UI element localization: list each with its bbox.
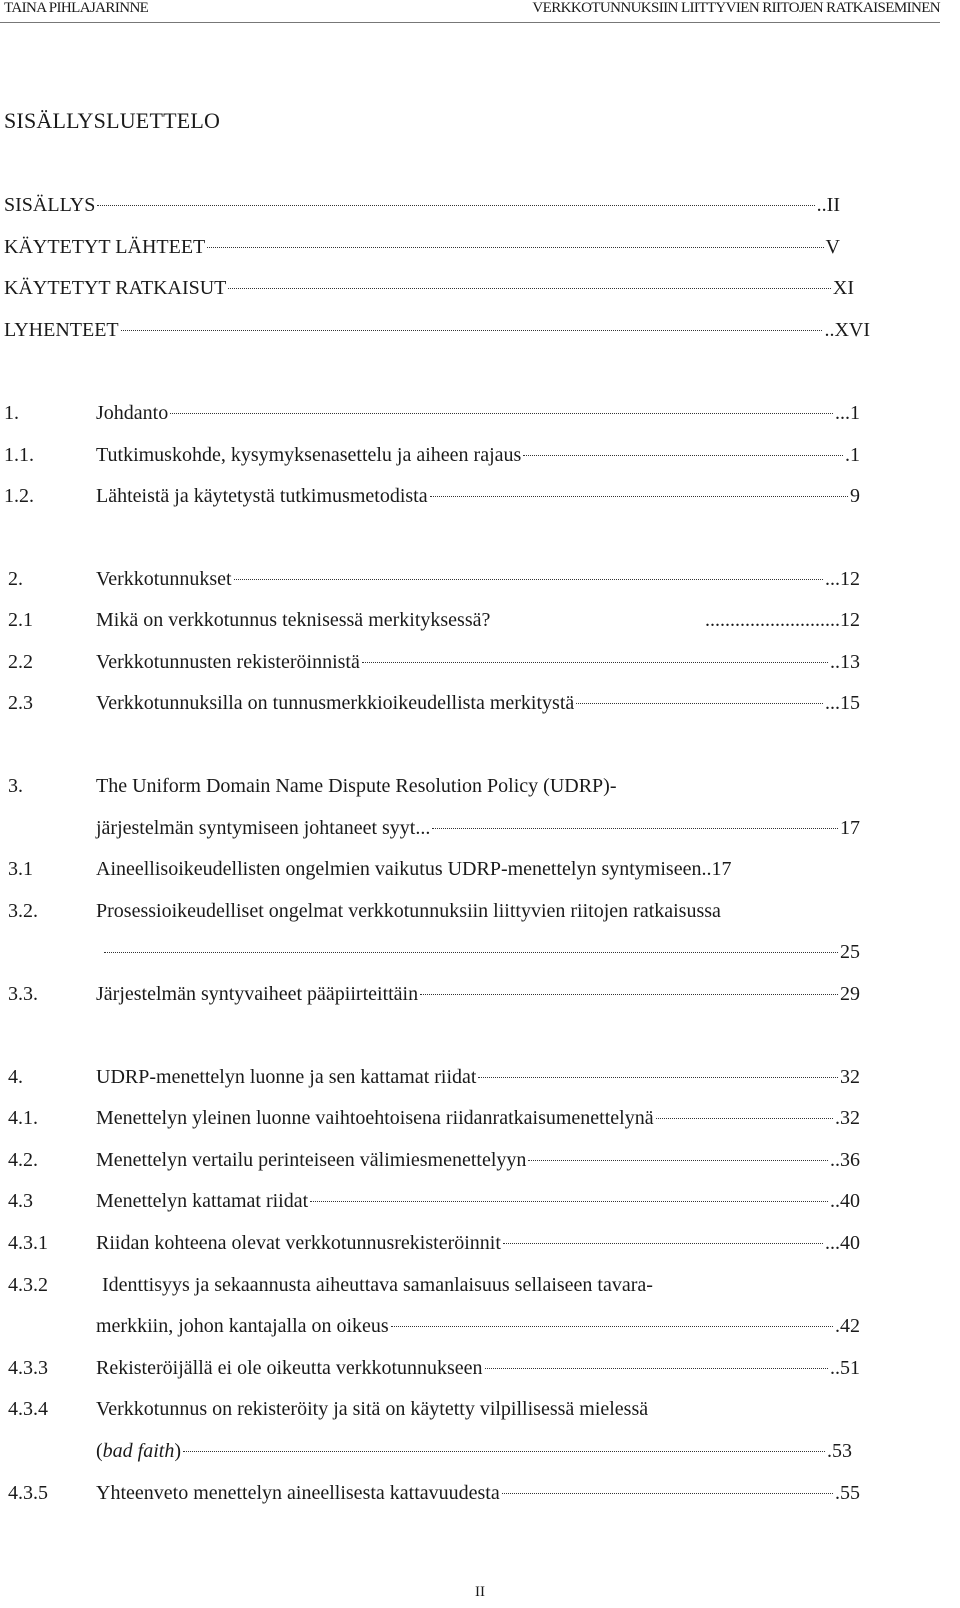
toc-entry-3-2-line2[interactable] (104, 940, 860, 964)
dot-leader (121, 330, 823, 331)
toc-entry-page: ..40 (830, 1190, 860, 1212)
toc-entry-title: The Uniform Domain Name Dispute Resolution Policy (UDRP)- (96, 775, 617, 797)
toc-entry-title-italic: bad faith (102, 1440, 175, 1462)
toc-entry-page: ..II (816, 194, 840, 216)
toc-entry-3-line2[interactable] (96, 816, 860, 840)
toc-entry-title: Aineellisoikeudellisten ongelmien vaikutus UDRP-menettelyn syntymiseen.. (96, 858, 712, 880)
toc-entry-title: Järjestelmän syntyvaiheet pääpiirteittäin (96, 983, 419, 1005)
dot-leader (207, 247, 823, 248)
toc-entry-kaytetyt-ratkaisut[interactable] (4, 276, 854, 300)
toc-entry-title: LYHENTEET (4, 319, 119, 341)
toc-entry-4-3[interactable] (8, 1189, 860, 1213)
toc-entry-page: XI (832, 277, 854, 299)
toc-entry-4-3-1[interactable] (8, 1231, 860, 1255)
toc-entry-number: 1.2. (4, 485, 34, 507)
dot-leader (656, 1118, 833, 1119)
toc-entry-title: Verkkotunnuksilla on tunnusmerkkioikeudellista merkitystä (96, 692, 575, 714)
toc-entry-title: Verkkotunnukset (96, 568, 232, 590)
dot-leader (391, 1326, 833, 1327)
toc-entry-4-3-2-line1[interactable] (8, 1273, 860, 1297)
toc-entry-3-3[interactable] (8, 982, 860, 1006)
toc-entry-title: Prosessioikeudelliset ongelmat verkkotunnuksiin liittyvien riitojen ratkaisussa (96, 900, 721, 922)
dot-leader (234, 579, 823, 580)
toc-entry-kaytetyt-lahteet[interactable] (4, 235, 840, 259)
toc-entry-page: ...........................12 (705, 609, 860, 631)
toc-entry-title: Menettelyn yleinen luonne vaihtoehtoisena riidanratkaisumenettelynä (96, 1107, 654, 1129)
toc-entry-page: .1 (845, 444, 860, 466)
toc-entry-4-3-2-line2[interactable] (96, 1314, 860, 1338)
toc-entry-number: 3.3. (8, 983, 38, 1005)
dot-leader (523, 455, 843, 456)
dot-leader (503, 1243, 823, 1244)
toc-entry-number: 4.3.5 (8, 1482, 48, 1504)
toc-entry-page: 25 (840, 941, 860, 963)
toc-entry-title: Verkkotunnusten rekisteröinnistä (96, 651, 360, 673)
toc-entry-page: .53 (827, 1440, 852, 1462)
toc-entry-title: Identtisyys ja sekaannusta aiheuttava samanlaisuus sellaiseen tavara- (102, 1274, 653, 1296)
toc-entry-4-2[interactable] (8, 1148, 860, 1172)
toc-entry-number: 4.2. (8, 1149, 38, 1171)
dot-leader (432, 828, 838, 829)
toc-entry-1[interactable] (4, 401, 860, 425)
toc-entry-3-line1[interactable] (8, 774, 860, 798)
toc-entry-page: .32 (835, 1107, 860, 1129)
toc-entry-2-1[interactable] (8, 608, 860, 632)
toc-entry-1-1[interactable] (4, 443, 860, 467)
dot-leader (420, 994, 838, 995)
toc-entry-number: 4.1. (8, 1107, 38, 1129)
toc-entry-page: ...12 (825, 568, 860, 590)
toc-entry-4[interactable] (8, 1065, 860, 1089)
toc-entry-title: Verkkotunnus on rekisteröity ja sitä on käytetty vilpillisessä mielessä (96, 1398, 649, 1420)
toc-heading: SISÄLLYSLUETTELO (4, 108, 221, 133)
toc-entry-number: 2.3 (8, 692, 33, 714)
toc-entry-title: Johdanto (96, 402, 169, 424)
toc-entry-page: ..XVI (824, 319, 870, 341)
toc-entry-number: 2.2 (8, 651, 33, 673)
toc-entry-4-3-4-line2[interactable] (96, 1439, 852, 1463)
toc-entry-1-2[interactable] (4, 484, 860, 508)
dot-leader (170, 413, 833, 414)
toc-entry-title: Riidan kohteena olevat verkkotunnusrekisteröinnit (96, 1232, 501, 1254)
dot-leader (362, 662, 828, 663)
dot-leader (97, 205, 814, 206)
toc-entry-page: .55 (835, 1482, 860, 1504)
toc-entry-page: ..13 (830, 651, 860, 673)
toc-entry-number: 4.3.3 (8, 1357, 48, 1379)
toc-entry-number: 4.3.1 (8, 1232, 48, 1254)
toc-entry-page: ..36 (830, 1149, 860, 1171)
toc-entry-page: 9 (850, 485, 860, 507)
dot-leader (528, 1160, 828, 1161)
paren-open: ( (96, 1440, 103, 1462)
dot-leader (310, 1201, 828, 1202)
toc-entry-sisallys[interactable] (4, 193, 840, 217)
toc-entry-page: ..51 (830, 1357, 860, 1379)
dot-leader (502, 1493, 833, 1494)
toc-entry-title: KÄYTETYT LÄHTEET (4, 236, 206, 258)
toc-entry-title: Yhteenveto menettelyn aineellisesta kattavuudesta (96, 1482, 500, 1504)
toc-entry-4-3-5[interactable] (8, 1481, 860, 1505)
toc-entry-page: .42 (835, 1315, 860, 1337)
toc-entry-title: KÄYTETYT RATKAISUT (4, 277, 227, 299)
toc-entry-number: 1. (4, 402, 19, 424)
toc-entry-title: Tutkimuskohde, kysymyksenasettelu ja aiheen rajaus (96, 444, 522, 466)
toc-entry-title: Lähteistä ja käytetystä tutkimusmetodista (96, 485, 428, 507)
toc-entry-title: Rekisteröijällä ei ole oikeutta verkkotunnukseen (96, 1357, 483, 1379)
dot-leader (430, 496, 848, 497)
toc-entry-title: Menettelyn vertailu perinteiseen välimiesmenettelyyn (96, 1149, 527, 1171)
toc-entry-title-continued: järjestelmän syntymiseen johtaneet syyt... (96, 817, 431, 839)
toc-entry-title-continued: merkkiin, johon kantajalla on oikeus (96, 1315, 389, 1337)
toc-entry-lyhenteet[interactable] (4, 318, 870, 342)
toc-entry-number: 4.3.4 (8, 1398, 48, 1420)
toc-entry-page: 17 (711, 858, 732, 880)
toc-entry-number: 2. (8, 568, 23, 590)
toc-entry-4-1[interactable] (8, 1106, 860, 1130)
toc-entry-page: ...15 (825, 692, 860, 714)
toc-entry-title: Mikä on verkkotunnus teknisessä merkityksessä? (96, 609, 491, 631)
toc-entry-number: 4.3 (8, 1190, 33, 1212)
dot-leader (104, 952, 838, 953)
toc-entry-page: ...40 (825, 1232, 860, 1254)
dot-leader (183, 1451, 825, 1452)
toc-entry-title: UDRP-menettelyn luonne ja sen kattamat riidat (96, 1066, 477, 1088)
toc-entry-page: 32 (840, 1066, 860, 1088)
toc-entry-number: 4.3.2 (8, 1274, 48, 1296)
toc-entry-number: 3. (8, 775, 23, 797)
toc-entry-page: 29 (840, 983, 860, 1005)
toc-entry-title: SISÄLLYS (4, 194, 96, 216)
toc-entry-page: ...1 (835, 402, 860, 424)
header-title: VERKKOTUNNUKSIIN LIITTYVIEN RIITOJEN RATKAISEMINEN (532, 0, 940, 16)
toc-entry-number: 4. (8, 1066, 23, 1088)
toc-entry-2-3[interactable] (8, 691, 860, 715)
header-author: TAINA PIHLAJARINNE (4, 0, 149, 16)
paren-close: ) (174, 1440, 182, 1462)
toc-entry-number: 2.1 (8, 609, 33, 631)
dot-leader (485, 1368, 828, 1369)
page-number: II (475, 1584, 485, 1600)
toc-entry-4-3-4-line1[interactable] (8, 1397, 860, 1421)
dot-leader (478, 1077, 838, 1078)
toc-entry-page: 17 (840, 817, 860, 839)
toc-entry-4-3-3[interactable] (8, 1356, 860, 1380)
toc-entry-title: Menettelyn kattamat riidat (96, 1190, 309, 1212)
dot-leader (228, 288, 830, 289)
dot-leader (576, 703, 823, 704)
toc-entry-number: 3.2. (8, 900, 38, 922)
toc-entry-2[interactable] (8, 567, 860, 591)
toc-entry-page: V (825, 236, 840, 258)
toc-entry-number: 3.1 (8, 858, 33, 880)
toc-entry-3-1[interactable] (8, 857, 860, 881)
toc-entry-2-2[interactable] (8, 650, 860, 674)
toc-entry-3-2-line1[interactable] (8, 899, 860, 923)
toc-entry-number: 1.1. (4, 444, 34, 466)
